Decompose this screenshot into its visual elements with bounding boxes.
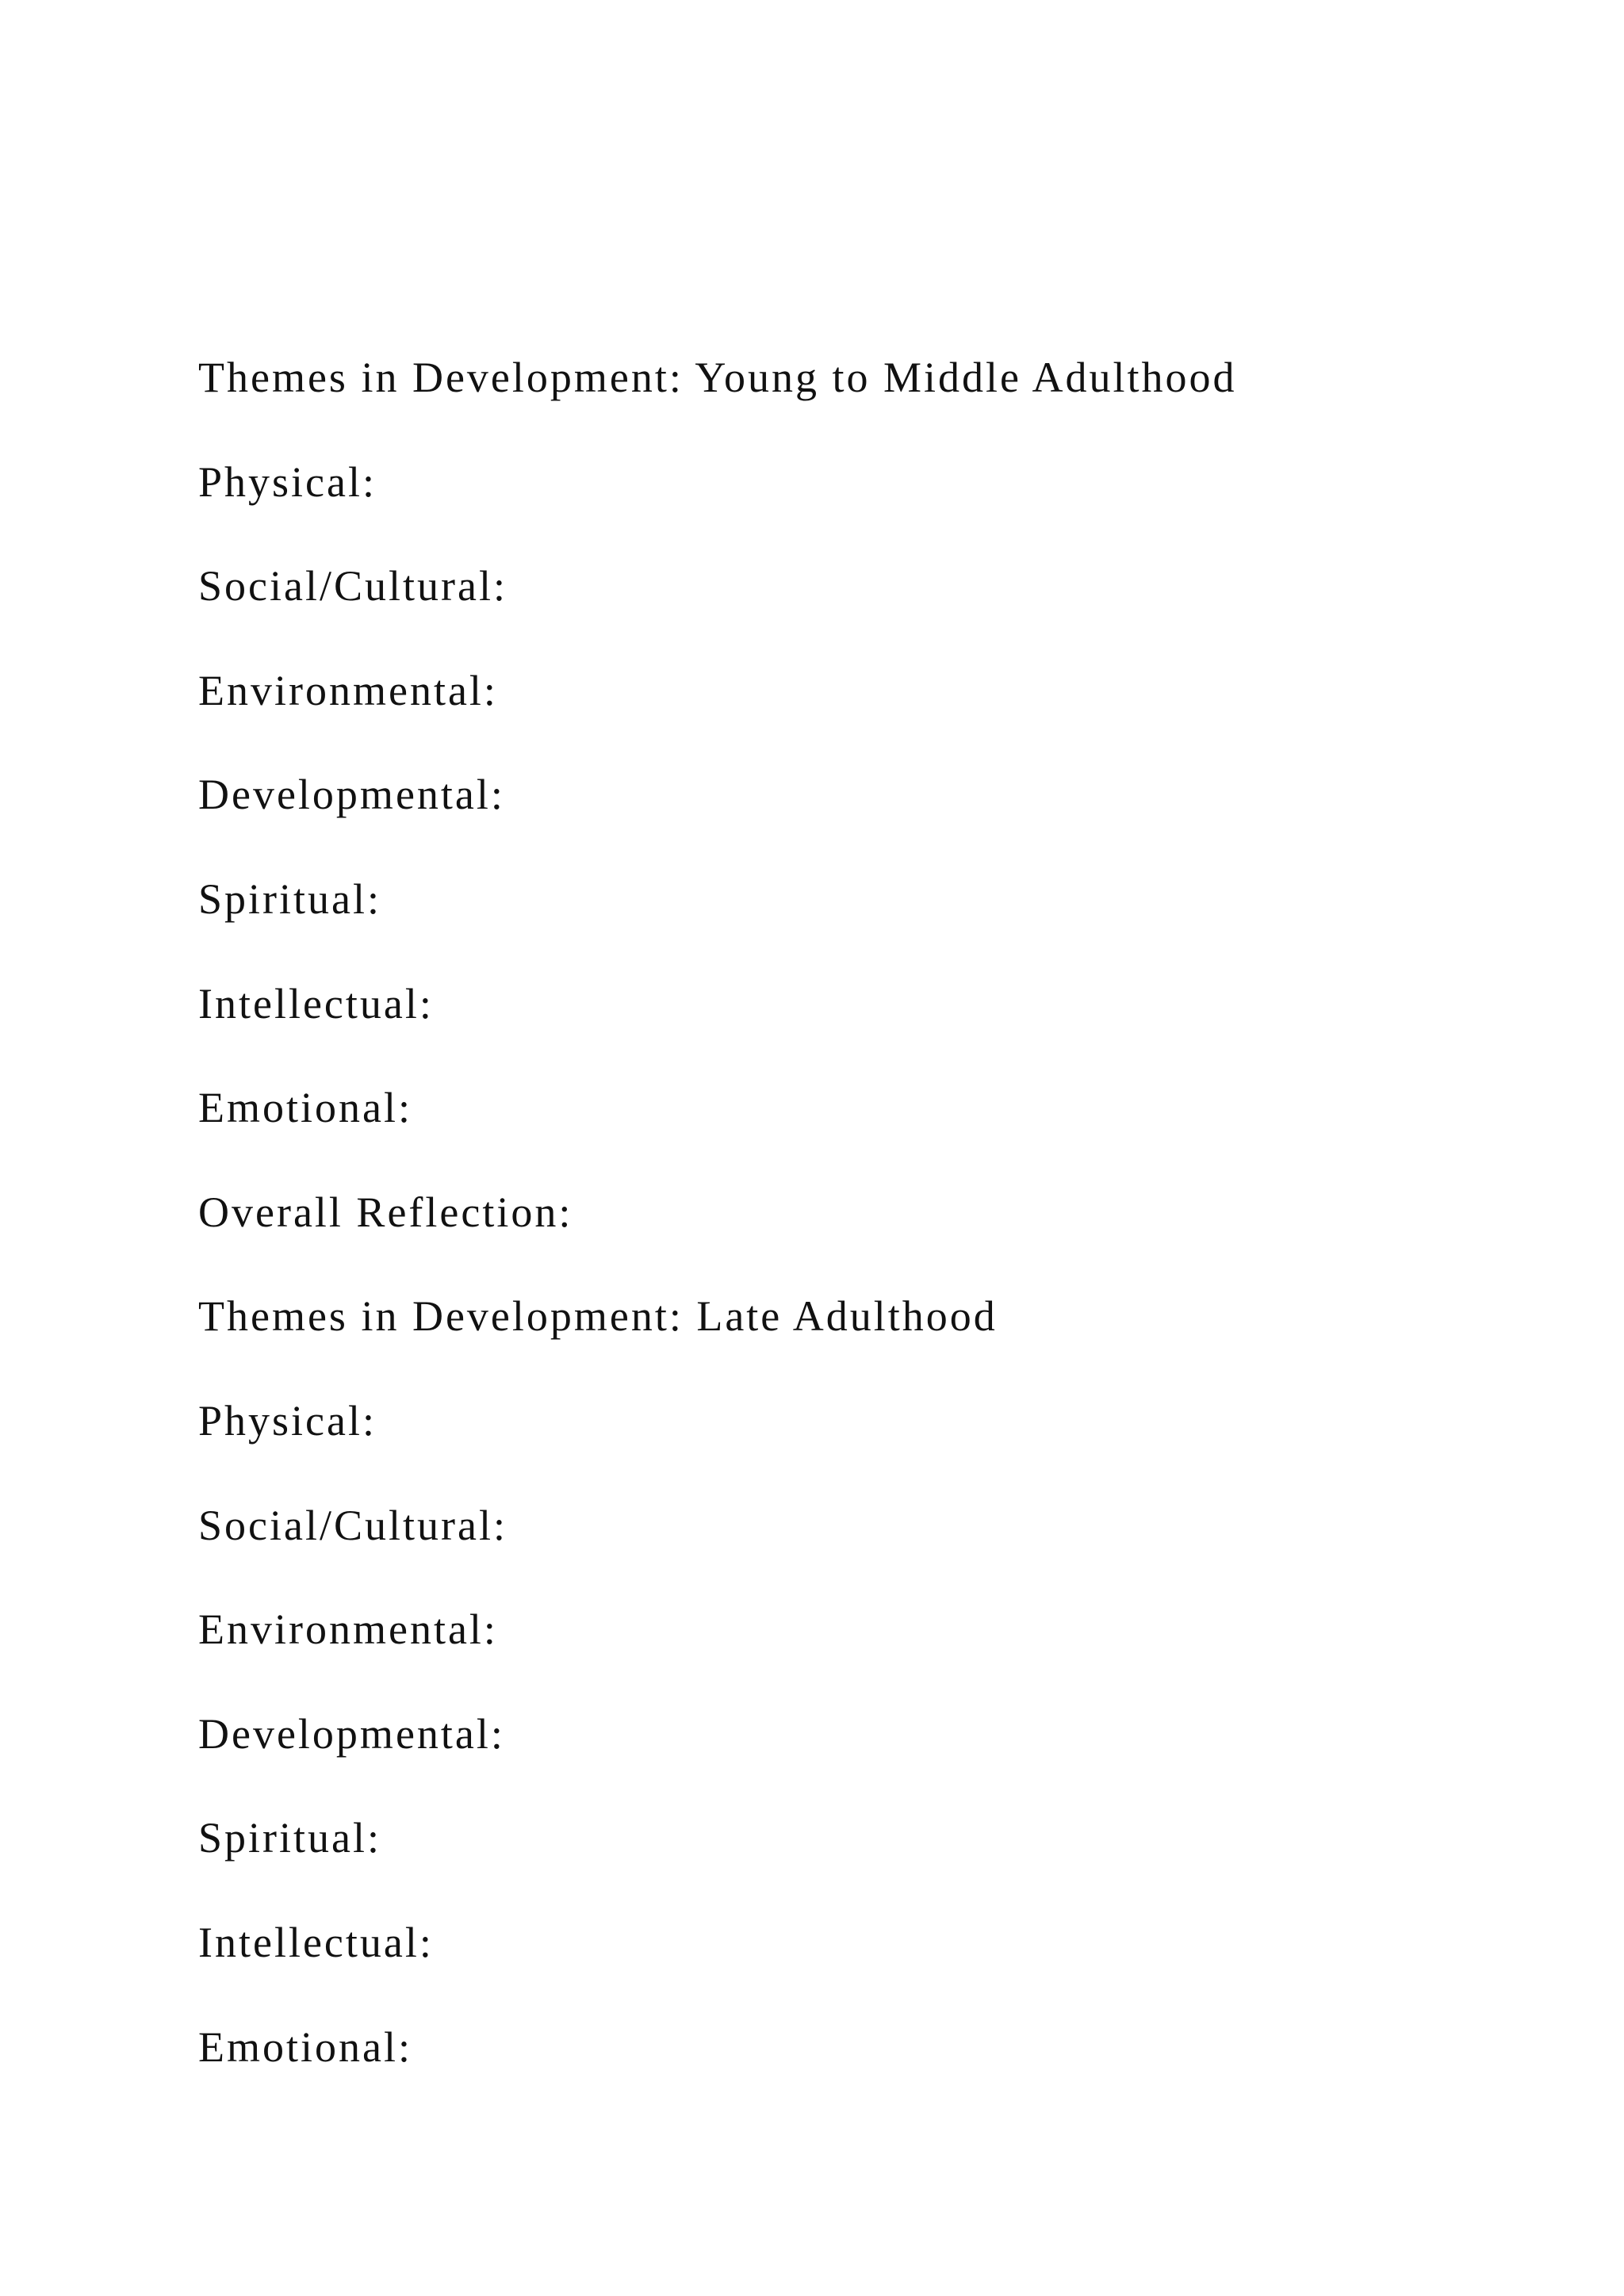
field-label-environmental: Environmental:: [198, 666, 498, 714]
field-label-spiritual: Spiritual:: [198, 1814, 381, 1862]
field-label-social-cultural: Social/Cultural:: [198, 1501, 508, 1549]
section-heading-young-middle-adulthood: Themes in Development: Young to Middle Adulthood: [198, 354, 1237, 401]
field-label-intellectual: Intellectual:: [198, 979, 434, 1027]
section-heading-late-adulthood: Themes in Development: Late Adulthood: [198, 1292, 998, 1341]
field-label-developmental: Developmental:: [198, 1709, 505, 1758]
field-label-environmental: Environmental:: [198, 1605, 498, 1654]
field-label-emotional: Emotional:: [198, 2022, 412, 2071]
field-label-emotional: Emotional:: [198, 1084, 412, 1132]
field-label-physical: Physical:: [198, 457, 377, 506]
document-body: [198, 346, 1546, 2119]
field-label-developmental: Developmental:: [198, 771, 505, 819]
field-label-overall-reflection: Overall Reflection:: [198, 1188, 573, 1236]
field-label-spiritual: Spiritual:: [198, 874, 381, 923]
field-label-intellectual: Intellectual:: [198, 1918, 434, 1966]
field-label-physical: Physical:: [198, 1396, 377, 1445]
field-label-social-cultural: Social/Cultural:: [198, 562, 508, 610]
